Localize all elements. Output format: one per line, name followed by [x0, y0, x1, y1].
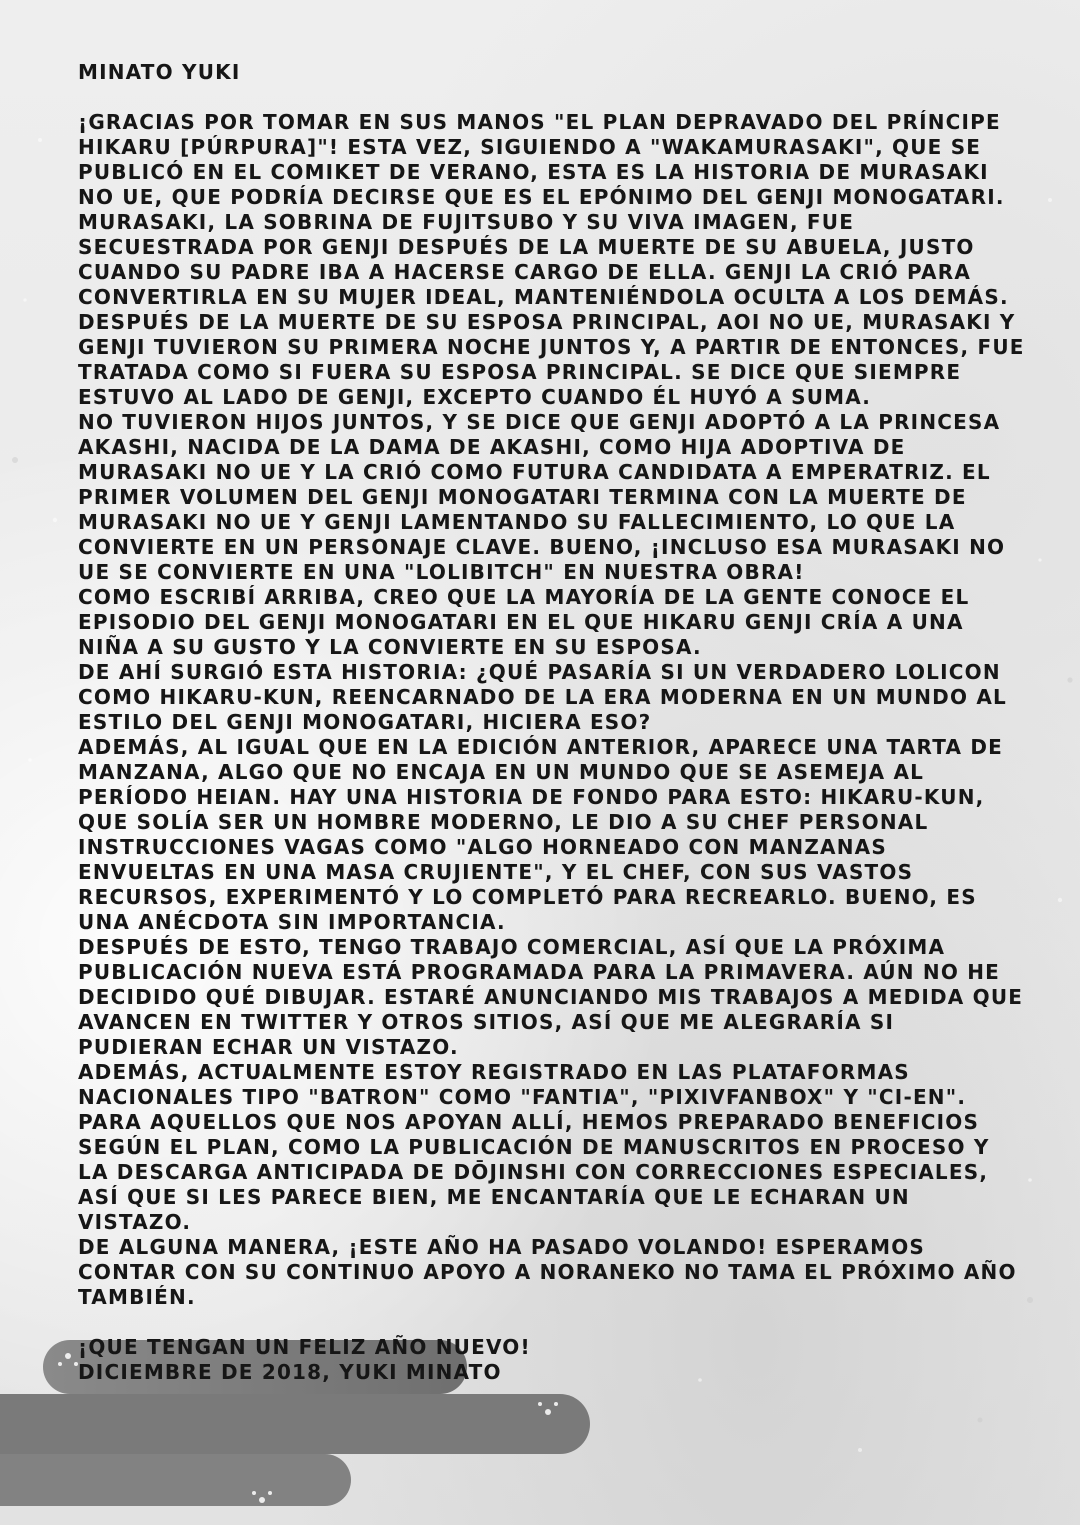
paragraph: ADEMÁS, ACTUALMENTE ESTOY REGISTRADO EN LAS PLATAFORMAS NACIONALES TIPO "BATRON" COMO "FANTIA", "PIXIVFANBOX" Y "CI-EN". PARA AQUELLOS QUE NOS APOYAN ALLÍ, HEMOS PREPARADO BENEFICIOS SEGÚN EL PLAN, COMO LA PUBLICACIÓN DE MANUSCRITOS EN PROCESO Y LA DESCARGA ANTICIPADA DE DŌJINSHI CON CORRECCIONES ESPECIALES, ASÍ QUE SI LES PARECE BIEN, ME ENCANTARÍA QUE LE ECHARAN UN VISTAZO.: [78, 1060, 990, 1234]
paragraph: COMO ESCRIBÍ ARRIBA, CREO QUE LA MAYORÍA DE LA GENTE CONOCE EL EPISODIO DEL GENJI MONOGATARI EN EL QUE HIKARU GENJI CRÍA A UNA NIÑA A SU GUSTO Y LA CONVIERTE EN SU ESPOSA.: [78, 585, 970, 659]
spacer: [78, 85, 1028, 110]
paragraph: DE AHÍ SURGIÓ ESTA HISTORIA: ¿QUÉ PASARÍA SI UN VERDADERO LOLICON COMO HIKARU-KUN, REENCARNADO DE LA ERA MODERNA EN UN MUNDO AL ESTILO DEL GENJI MONOGATARI, HICIERA ESO?: [78, 660, 1007, 734]
afterword-letter: [78, 60, 1028, 1385]
author-header: MINATO YUKI: [78, 60, 241, 84]
paragraph: NO TUVIERON HIJOS JUNTOS, Y SE DICE QUE GENJI ADOPTÓ A LA PRINCESA AKASHI, NACIDA DE LA DAMA DE AKASHI, COMO HIJA ADOPTIVA DE MURASAKI NO UE Y LA CRIÓ COMO FUTURA CANDIDATA A EMPERATRIZ. EL PRIMER VOLUMEN DEL GENJI MONOGATARI TERMINA CON LA MUERTE DE MURASAKI NO UE Y GENJI LAMENTANDO SU FALLECIMIENTO, LO QUE LA CONVIERTE EN UN PERSONAJE CLAVE. BUENO, ¡INCLUSO ESA MURASAKI NO UE SE CONVIERTE EN UNA "LOLIBITCH" EN NUESTRA OBRA!: [78, 410, 1006, 584]
paragraph: ¡GRACIAS POR TOMAR EN SUS MANOS "EL PLAN DEPRAVADO DEL PRÍNCIPE HIKARU [PÚRPURA]"! ESTA VEZ, SIGUIENDO A "WAKAMURASAKI", QUE SE PUBLICÓ EN EL COMIKET DE VERANO, ESTA ES LA HISTORIA DE MURASAKI NO UE, QUE PODRÍA DECIRSE QUE ES EL EPÓNIMO DEL GENJI MONOGATARI.: [78, 110, 1005, 209]
closing-greeting: ¡QUE TENGAN UN FELIZ AÑO NUEVO!: [78, 1335, 531, 1359]
paragraph: MURASAKI, LA SOBRINA DE FUJITSUBO Y SU VIVA IMAGEN, FUE SECUESTRADA POR GENJI DESPUÉS DE LA MUERTE DE SU ABUELA, JUSTO CUANDO SU PADRE IBA A HACERSE CARGO DE ELLA. GENJI LA CRIÓ PARA CONVERTIRLA EN SU MUJER IDEAL, MANTENIÉNDOLA OCULTA A LOS DEMÁS. DESPUÉS DE LA MUERTE DE SU ESPOSA PRINCIPAL, AOI NO UE, MURASAKI Y GENJI TUVIERON SU PRIMERA NOCHE JUNTOS Y, A PARTIR DE ENTONCES, FUE TRATADA COMO SI FUERA SU ESPOSA PRINCIPAL. SE DICE QUE SIEMPRE ESTUVO AL LADO DE GENJI, EXCEPTO CUANDO ÉL HUYÓ A SUMA.: [78, 210, 1025, 409]
paragraph: ADEMÁS, AL IGUAL QUE EN LA EDICIÓN ANTERIOR, APARECE UNA TARTA DE MANZANA, ALGO QUE NO ENCAJA EN UN MUNDO QUE SE ASEMEJA AL PERÍODO HEIAN. HAY UNA HISTORIA DE FONDO PARA ESTO: HIKARU-KUN, QUE SOLÍA SER UN HOMBRE MODERNO, LE DIO A SU CHEF PERSONAL INSTRUCCIONES VAGAS COMO "ALGO HORNEADO CON MANZANAS ENVUELTAS EN UNA MASA CRUJIENTE", Y EL CHEF, CON SUS VASTOS RECURSOS, EXPERIMENTÓ Y LO COMPLETÓ PARA RECREARLO. BUENO, ES UNA ANÉCDOTA SIN IMPORTANCIA.: [78, 735, 1004, 934]
cloud-band-lower: [0, 1454, 351, 1506]
paragraph: DE ALGUNA MANERA, ¡ESTE AÑO HA PASADO VOLANDO! ESPERAMOS CONTAR CON SU CONTINUO APOYO A NORANEKO NO TAMA EL PRÓXIMO AÑO TAMBIÉN.: [78, 1235, 1017, 1309]
paragraph: DESPUÉS DE ESTO, TENGO TRABAJO COMERCIAL, ASÍ QUE LA PRÓXIMA PUBLICACIÓN NUEVA ESTÁ PROGRAMADA PARA LA PRIMAVERA. AÚN NO HE DECIDIDO QUÉ DIBUJAR. ESTARÉ ANUNCIANDO MIS TRABAJOS A MEDIDA QUE AVANCEN EN TWITTER Y OTROS SITIOS, ASÍ QUE ME ALEGRARÍA SI PUDIERAN ECHAR UN VISTAZO.: [78, 935, 1024, 1059]
signature: DICIEMBRE DE 2018, YUKI MINATO: [78, 1360, 502, 1384]
spacer: [78, 1310, 1028, 1335]
cloud-band-middle: [0, 1394, 590, 1454]
